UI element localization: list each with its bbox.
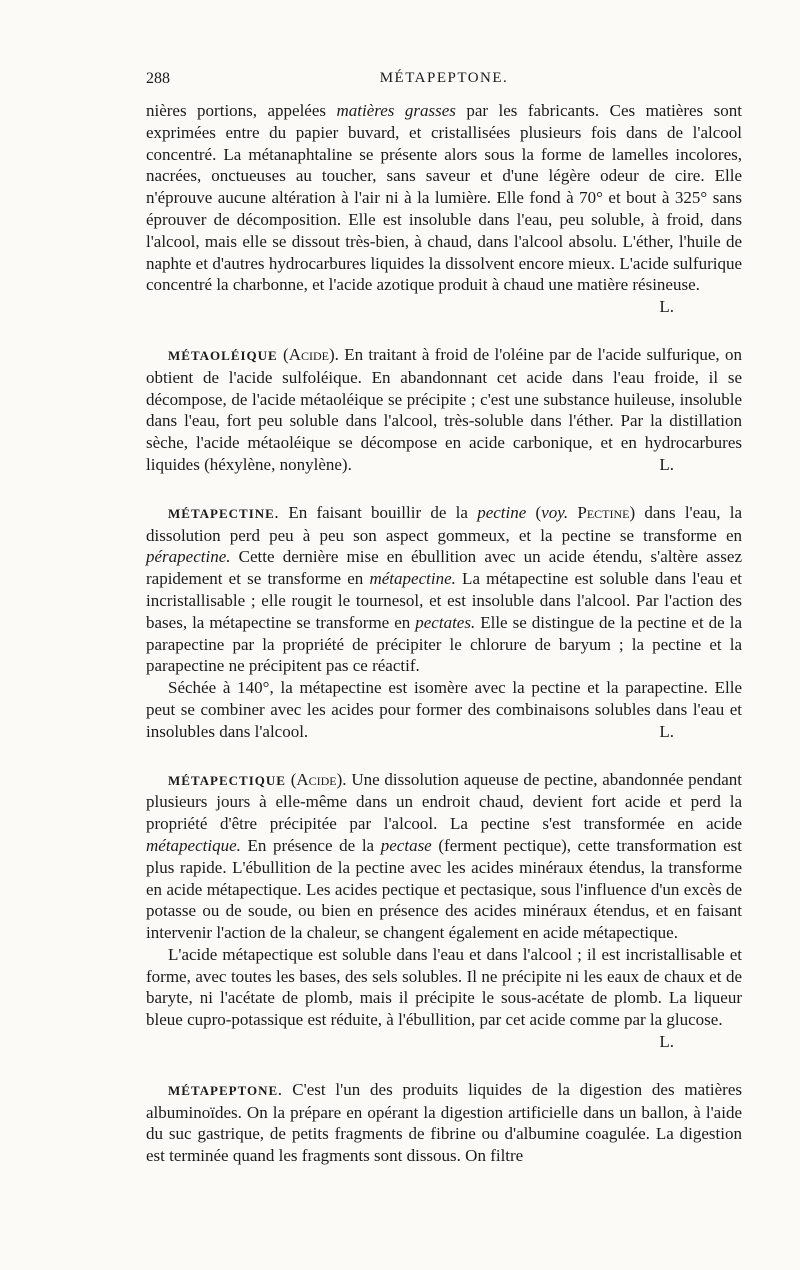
text-run: La métapectine est soluble dans l'eau et incristallisable ; elle rougit le tournesol, et est insoluble dans l'alcool. Par l'action des bases, la métapectine se transforme en — [146, 569, 742, 632]
headword: MÉTAPECTINE. — [168, 505, 280, 521]
text-run: ( — [526, 502, 542, 522]
entry-metaoleique — [146, 344, 742, 476]
entry-text: C'est l'un des produits liquides de la digestion des matières albuminoïdes. On la prépare en opérant la digestion artificielle dans un ballon, à l'aide du suc gastrique, de petits fragments de fibrine ou d'albumine coagulée. La digestion est terminée quand les fragments sont dissous. On filtre — [146, 1079, 742, 1166]
text-run: Séchée à 140°, la métapectine est isomère avec la pectine et la parapectine. Elle peut se combiner avec les acides pour former des combinaisons solubles dans l'eau et insolubles dans l'alcool. — [146, 678, 742, 741]
text-run: En présence de la — [240, 835, 381, 855]
entry-metapectine — [146, 502, 742, 677]
author-signature: L. — [659, 1032, 674, 1052]
italic-term: voy. — [541, 502, 569, 522]
text-run: Cette dernière mise en ébullition avec un acide étendu, s'altère assez rapidement et se transforme en — [146, 547, 742, 589]
text-run: par les fabricants. Ces matières sont exprimées entre du papier buvard, et cristallisées plusieurs fois dans de l'alcool concentré. La métanaphtaline se présente alors sous la forme de lamelles incolores, nacrées, onctueuses au toucher, sans saveur et d'une légère odeur de cire. Elle n'éprouve aucune altération à l'air ni à la lumière. Elle fond à 70° et bout à 325° sans éprouver de décomposition. Elle est insoluble dans l'eau, peu soluble, à froid, dans l'alcool, mais elle se dissout très-bien, à chaud, dans l'alcool absolu. L'éther, l'huile de naphte et d'autres hydrocarbures liquides la dissolvent encore mieux. L'acide sulfurique concentré la charbonne, et l'acide azotique produit à chaud une matière résineuse. — [146, 101, 742, 295]
entry-metapeptone — [146, 1079, 742, 1167]
italic-term: matières grasses — [336, 101, 456, 120]
text-run: Elle se distingue de la pectine et de la parapectine par la propriété de précipiter le chlorure de baryum ; la pectine et la parapectine ne précipitent pas ce réactif. — [146, 612, 742, 676]
author-signature: L. — [659, 297, 674, 317]
headword: MÉTAPEPTONE. — [168, 1082, 283, 1098]
italic-term: pectase — [380, 835, 432, 855]
text-run: L'acide métapectique est soluble dans l'eau et dans l'alcool ; il est incristallisable et forme, avec toutes les bases, des sels solubles. Il ne précipite ni les eaux de chaux et de baryte, ni l'acétate de plomb, mais il précipite le sous-acétate de plomb. La liqueur bleue cupro-potassique est réduite, à l'ébullition, par cet acide comme par la glucose. — [146, 944, 742, 1030]
italic-term: pérapectine. — [146, 547, 231, 567]
text-run: nières portions, appelées — [146, 101, 337, 120]
italic-term: pectates. — [415, 612, 476, 632]
entry-text: En traitant à froid de l'oléine par de l'acide sulfurique, on obtient de l'acide sulfoléique. En abandonnant cet acide dans l'eau froide, il se décompose, de l'acide métaoléique se précipite ; c'est une substance huileuse, insoluble dans l'eau, fort peu soluble dans l'alcool, très-soluble dans l'éther. Par la distillation sèche, l'acide métaoléique se décompose en acide carbonique, et en hydrocarbures liquides (héxylène, nonylène). — [146, 344, 742, 474]
italic-term: métapectine. — [369, 569, 456, 589]
paragraph-metanaphtaline-continuation — [146, 100, 742, 317]
page-number: 288 — [146, 70, 170, 87]
headword-qualifier: (Acide). — [290, 769, 347, 789]
entry-metapectine-paragraph-2 — [146, 677, 742, 742]
text-run — [568, 503, 577, 522]
headword: MÉTAPECTIQUE — [168, 772, 286, 788]
page-header — [146, 70, 742, 94]
text-run: Une dissolution aqueuse de pectine, abandonnée pendant plusieurs jours à elle-même dans un endroit chaud, devient fort acide et perd la propriété d'être précipitée par l'alcool. La pectine s'est transformée en acide — [146, 769, 742, 834]
author-signature: L. — [659, 454, 674, 474]
cross-reference: Pectine — [577, 502, 630, 522]
running-title: MÉTAPEPTONE. — [379, 70, 509, 86]
page-body — [146, 100, 742, 1167]
text-run: En faisant bouillir de la — [279, 502, 478, 522]
headword-qualifier: (Acide). — [283, 344, 339, 364]
author-signature: L. — [659, 721, 674, 741]
headword: MÉTAOLÉIQUE — [168, 347, 278, 363]
text-run: ) dans l'eau, la dissolution perd peu à peu son aspect gommeux, et la pectine se transforme en — [146, 502, 742, 545]
entry-metapectique — [146, 769, 742, 944]
italic-term: métapectique. — [146, 835, 241, 855]
text-run: (ferment pectique), cette transformation est plus rapide. L'ébullition de la pectine avec les acides minéraux étendus, la transforme en acide métapectique. Les acides pectique et pectasique, sous l'influence d'un excès de potasse ou de soude, ou bien en présence des acides minéraux étendus, et en faisant intervenir l'action de la chaleur, se changent également en acide métapectique. — [146, 835, 742, 943]
italic-term: pectine — [477, 502, 527, 522]
entry-metapectique-paragraph-2 — [146, 944, 742, 1052]
